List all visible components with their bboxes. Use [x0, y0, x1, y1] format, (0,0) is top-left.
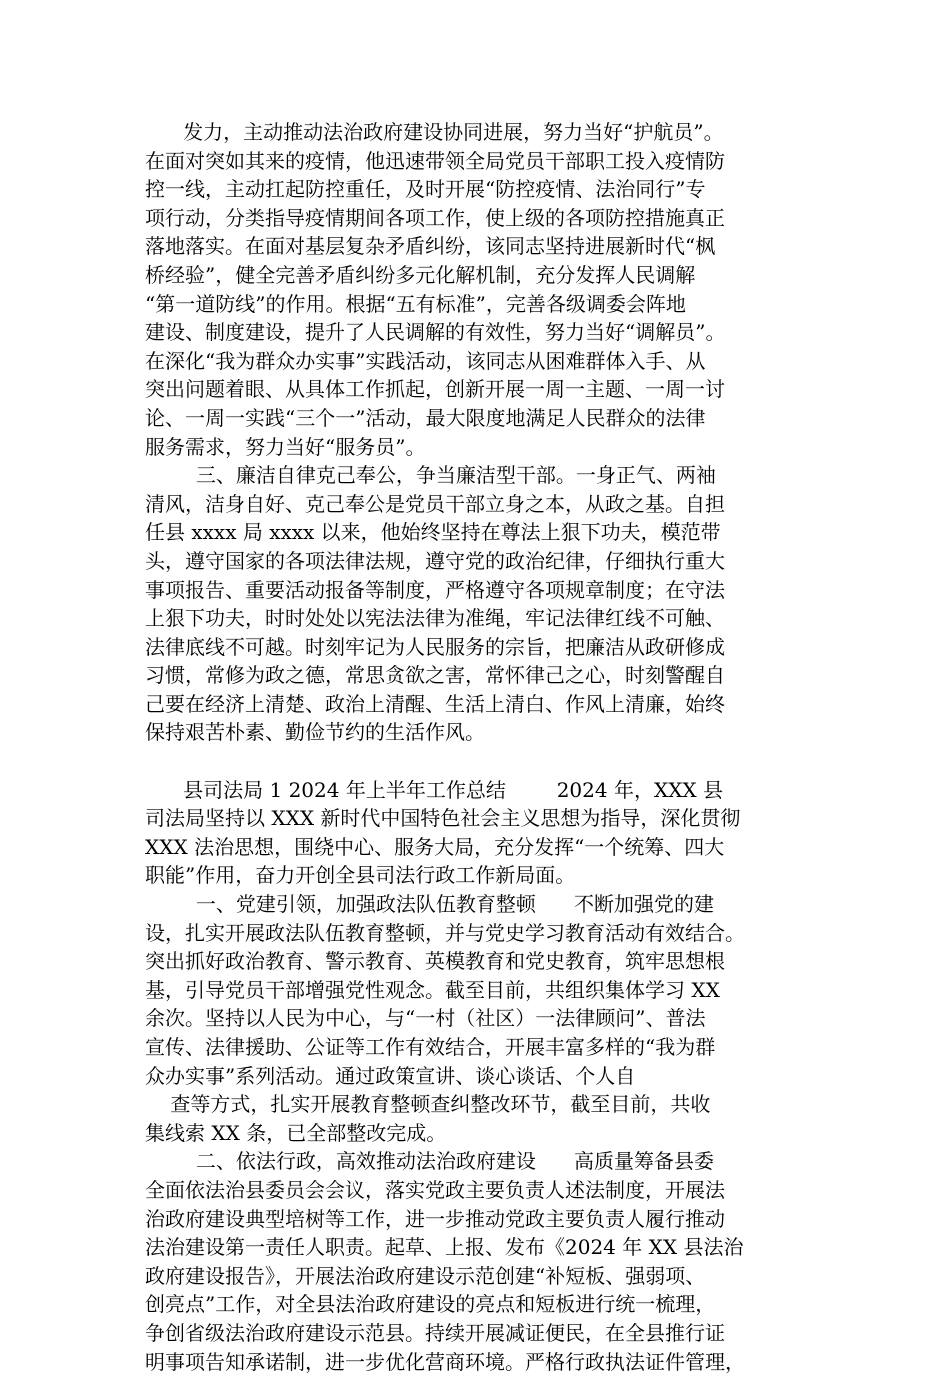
text-line: 法治建设第一责任人职责。起草、上报、发布《2024 年 XX 县法治: [145, 1235, 744, 1260]
text-line: 政府建设报告》，开展法治政府建设示范创建“补短板、强弱项、: [145, 1263, 706, 1288]
document-page: [145, 118, 825, 1376]
text-line: 习惯，常修为政之德，常思贪欲之害，常怀律己之心，时刻警醒自: [145, 663, 725, 688]
text-line: 建设、制度建设，提升了人民调解的有效性，努力当好“调解员”。: [145, 320, 726, 345]
text-line: 设，扎实开展政法队伍教育整顿，并与党史学习教育活动有效结合。: [145, 920, 745, 945]
text-line: 在深化“我为群众办实事”实践活动，该同志从困难群体入手、从: [145, 348, 706, 373]
text-line: 在面对突如其来的疫情，他迅速带领全局党员干部职工投入疫情防: [145, 148, 725, 173]
text-line: 职能”作用，奋力开创全县司法行政工作新局面。: [145, 863, 576, 888]
text-line: XXX 法治思想，围绕中心、服务大局，充分发挥“一个统筹、四大: [145, 834, 725, 859]
heading-line: 二、依法行政，高效推动法治政府建设 高质量筹备县委: [145, 1149, 715, 1174]
text-line: 突出抓好政治教育、警示教育、英模教育和党史教育，筑牢思想根: [145, 949, 725, 974]
section-a-paragraphs: [145, 118, 825, 747]
text-line: 基，引导党员干部增强党性观念。截至目前，共组织集体学习 XX: [145, 977, 720, 1002]
text-line: 司法局坚持以 XXX 新时代中国特色社会主义思想为指导，深化贯彻: [145, 806, 741, 831]
text-line: 发力，主动推动法治政府建设协同进展，努力当好“护航员”。: [145, 120, 724, 144]
text-line: 创亮点”工作，对全县法治政府建设的亮点和短板进行统一梳理，: [145, 1292, 716, 1317]
text-line: 头，遵守国家的各项法律法规，遵守党的政治纪律，仔细执行重大: [145, 548, 725, 573]
text-line: 服务需求，努力当好“服务员”。: [145, 434, 426, 459]
text-line: 上狠下功夫，时时处处以宪法法律为准绳，牢记法律红线不可触、: [145, 606, 725, 631]
text-line: 治政府建设典型培树等工作，进一步推动党政主要负责人履行推动: [145, 1206, 725, 1231]
text-line: 己要在经济上清楚、政治上清醒、生活上清白、作风上清廉，始终: [145, 691, 725, 716]
text-line: 宣传、法律援助、公证等工作有效结合，开展丰富多样的“我为群: [145, 1035, 716, 1059]
heading-line: 三、廉洁自律克己奉公，争当廉洁型干部。一身正气、两袖: [145, 463, 716, 488]
text-line: 众办实事”系列活动。通过政策宣讲、谈心谈话、个人自: [145, 1063, 636, 1088]
text-line: 争创省级法治政府建设示范县。持续开展减证便民，在全县推行证: [145, 1320, 725, 1345]
text-line: 查等方式，扎实开展教育整顿查纠整改环节，截至目前，共收: [145, 1092, 711, 1117]
text-line: 保持艰苦朴素、勤俭节约的生活作风。: [145, 720, 485, 745]
text-line: 任县 xxxx 局 xxxx 以来，他始终坚持在尊法上狠下功夫，模范带: [145, 520, 721, 545]
text-line: 桥经验”，健全完善矛盾纠纷多元化解机制，充分发挥人民调解: [145, 262, 696, 287]
text-line: 明事项告知承诺制，进一步优化营商环境。严格行政执法证件管理，: [145, 1349, 745, 1374]
text-line: 事项报告、重要活动报备等制度，严格遵守各项规章制度；在守法: [145, 577, 725, 602]
text-line: 全面依法治县委员会会议，落实党政主要负责人述法制度，开展法: [145, 1177, 725, 1202]
text-line: 集线索 XX 条，已全部整改完成。: [145, 1120, 447, 1145]
text-line: 控一线，主动扛起防控重任，及时开展“防控疫情、法治同行”专: [145, 177, 706, 202]
text-line: “第一道防线”的作用。根据“五有标准”，完善各级调委会阵地: [145, 291, 686, 316]
text-line: 余次。坚持以人民为中心，与“一村（社区）一法律顾问”、普法: [145, 1006, 706, 1031]
text-line: 清风，洁身自好、克己奉公是党员干部立身之本，从政之基。自担: [145, 491, 725, 516]
text-line: 项行动，分类指导疫情期间各项工作，使上级的各项防控措施真正: [145, 205, 725, 230]
text-line: 论、一周一实践“三个一”活动，最大限度地满足人民群众的法律: [145, 405, 706, 430]
title-line: 县司法局 1 2024 年上半年工作总结 2024 年，XXX 县: [145, 777, 724, 802]
text-line: 落地落实。在面对基层复杂矛盾纠纷，该同志坚持进展新时代“枫: [145, 234, 716, 259]
paragraph-gap: [145, 747, 825, 776]
text-line: 法律底线不可越。时刻牢记为人民服务的宗旨，把廉洁从政研修成: [145, 634, 725, 659]
section-b-paragraphs: [145, 776, 825, 1376]
heading-line: 一、党建引领，加强政法队伍教育整顿 不断加强党的建: [145, 892, 715, 917]
text-line: 突出问题着眼、从具体工作抓起，创新开展一周一主题、一周一讨: [145, 377, 725, 402]
